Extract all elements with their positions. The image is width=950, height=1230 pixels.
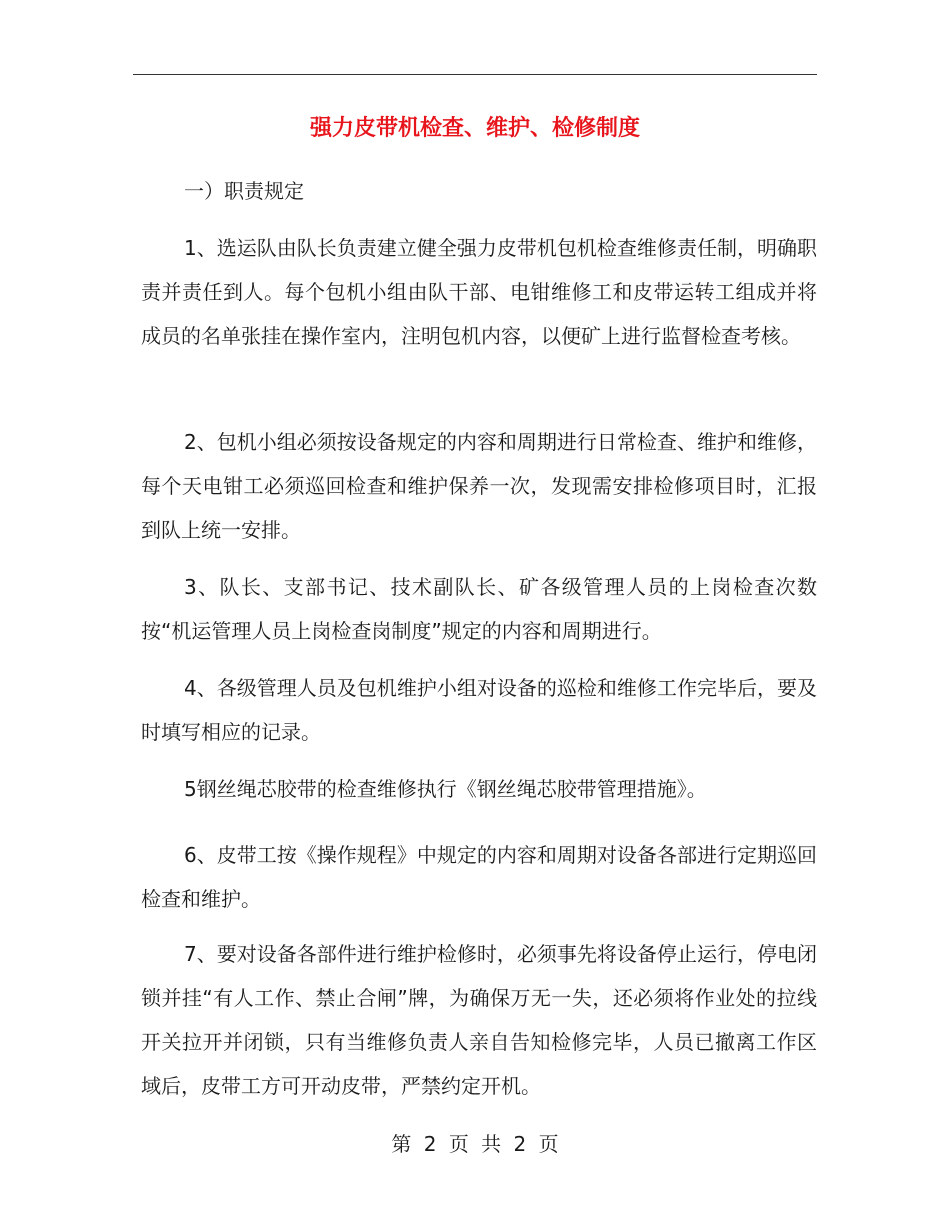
paragraph-3: 3、队长、支部书记、技术副队长、矿各级管理人员的上岗检查次数按“机运管理人员上岗检查岗制度”规定的内容和周期进行。 <box>141 575 817 643</box>
paragraph-6: 6、皮带工按《操作规程》中规定的内容和周期对设备各部进行定期巡回检查和维护。 <box>141 843 817 911</box>
paragraph-1: 1、选运队由队长负责建立健全强力皮带机包机检查维修责任制，明确职责并责任到人。每个包机小组由队干部、电钳维修工和皮带运转工组成并将成员的名单张挂在操作室内，注明包机内容，以便矿上进行监督检查考核。 <box>141 236 817 348</box>
document-title: 强力皮带机检查、维护、检修制度 <box>309 116 640 141</box>
paragraph-5: 5钢丝绳芯胶带的检查维修执行《钢丝绳芯胶带管理措施》。 <box>184 777 707 801</box>
header-divider <box>133 74 817 75</box>
page-footer: 第 2 页 共 2 页 <box>391 1132 559 1156</box>
section-heading: 一）职责规定 <box>184 179 304 203</box>
paragraph-4: 4、各级管理人员及包机维护小组对设备的巡检和维修工作完毕后，要及时填写相应的记录。 <box>141 676 817 744</box>
paragraph-2: 2、包机小组必须按设备规定的内容和周期进行日常检查、维护和维修，每个天电钳工必须巡回检查和维护保养一次，发现需安排检修项目时，汇报到队上统一安排。 <box>141 430 817 542</box>
paragraph-7: 7、要对设备各部件进行维护检修时，必须事先将设备停止运行，停电闭锁并挂“有人工作、禁止合闸”牌，为确保万无一失，还必须将作业处的拉线开关拉开并闭锁，只有当维修负责人亲自告知检修完毕，人员已撤离工作区域后，皮带工方可开动皮带，严禁约定开机。 <box>141 942 817 1098</box>
